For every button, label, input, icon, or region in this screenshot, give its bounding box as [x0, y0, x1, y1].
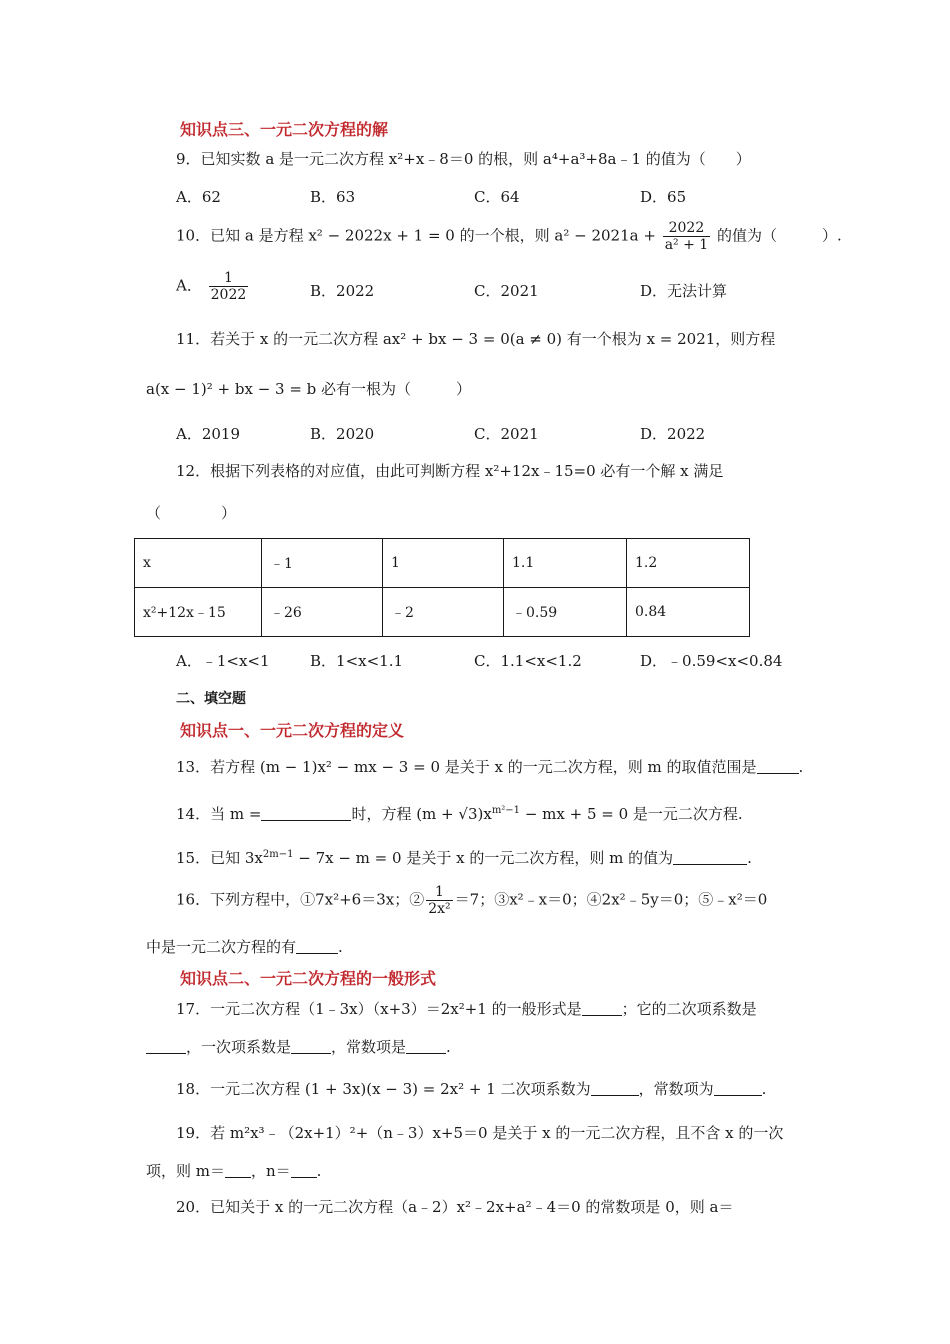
question-text: 若 m²x³﹣（2x+1）²+（n﹣3）x+5＝0 是关于 x 的一元二次方程，且不含 x 的一次 [210, 1124, 784, 1142]
question-text: 已知 3x [210, 849, 263, 867]
fraction [209, 270, 249, 303]
table-cell: 1 [383, 539, 504, 588]
question-11 [176, 328, 775, 350]
answer-blank[interactable] [582, 1001, 622, 1016]
option-d: D．无法计算 [640, 282, 728, 300]
fraction-numerator: 1 [209, 270, 249, 287]
option-c: C．64 [474, 188, 520, 206]
section-heading-fill-in: 二、填空题 [176, 691, 246, 707]
question-text: 已知 a 是方程 x² − 2022x + 1 = 0 的一个根，则 a² − 2021a + [210, 226, 656, 245]
question-number: 12． [176, 462, 211, 480]
option-d: D．65 [640, 188, 687, 206]
question-number: 20． [176, 1198, 211, 1216]
question-text: 若方程 (m − 1)x² − mx − 3 = 0 是关于 x 的一元二次方程，则 m 的取值范围是 [210, 758, 757, 776]
exponent: 2m−1 [262, 849, 294, 860]
period: . [798, 758, 804, 776]
period: . [338, 938, 343, 956]
question-17-line-2 [146, 1036, 451, 1058]
option-b: B．63 [310, 188, 356, 206]
question-text: ＝7；③x²﹣x＝0；④2x²﹣5y＝0；⑤﹣x²＝0 [454, 890, 768, 909]
question-text: 根据下列表格的对应值，由此可判断方程 x²+12x﹣15=0 必有一个解 x 满足 [210, 462, 724, 480]
fraction-denominator: 2x² [428, 901, 451, 917]
question-18 [176, 1078, 766, 1100]
period: . [747, 849, 752, 867]
question-text: ，常数项是 [331, 1038, 407, 1056]
answer-blank[interactable] [714, 1081, 762, 1096]
period: . [761, 1080, 767, 1098]
question-10 [176, 220, 842, 253]
section-heading-solutions: 知识点三、一元二次方程的解 [180, 120, 389, 139]
question-number: 18． [176, 1080, 211, 1098]
option-b: B．2022 [310, 282, 375, 300]
option-b: B．2020 [310, 425, 375, 443]
option-b: B．1<x<1.1 [310, 652, 404, 670]
question-20 [176, 1196, 733, 1218]
question-text: − mx + 5 = 0 是一元二次方程. [520, 805, 743, 823]
question-number: 19． [176, 1124, 211, 1142]
question-12 [176, 460, 723, 482]
period: . [316, 1162, 322, 1180]
fraction [426, 884, 452, 917]
question-text: 一元二次方程 (1 + 3x)(x − 3) = 2x² + 1 二次项系数为 [210, 1080, 591, 1098]
question-text-end: 的值为（ ）. [716, 226, 842, 245]
question-number: 10． [176, 226, 211, 245]
question-text: ；它的二次项系数是 [621, 1000, 757, 1018]
table-cell: ﹣2 [383, 588, 504, 637]
answer-blank[interactable] [225, 1163, 251, 1178]
question-text: ，n＝ [251, 1162, 291, 1180]
option-a: A．2019 [176, 425, 241, 443]
table-cell: ﹣1 [262, 539, 383, 588]
period: . [446, 1038, 451, 1056]
option-a [176, 270, 250, 303]
fraction [663, 220, 711, 253]
question-text: 中是一元二次方程的有 [146, 938, 297, 956]
question-19 [176, 1122, 783, 1144]
table-cell: 1.2 [627, 539, 750, 588]
question-9 [176, 148, 751, 170]
table-row [135, 588, 750, 637]
answer-blank[interactable] [291, 1039, 331, 1054]
question-number: 9． [176, 150, 201, 168]
question-text: − 7x − m = 0 是关于 x 的一元二次方程，则 m 的值为 [293, 849, 674, 867]
option-c: C．2021 [474, 282, 539, 300]
answer-blank[interactable] [146, 1039, 186, 1054]
question-15 [176, 847, 752, 869]
fraction-denominator: a² + 1 [664, 237, 709, 253]
fraction-denominator: 2022 [210, 287, 247, 303]
question-text: ，常数项为 [638, 1080, 714, 1098]
question-16 [176, 884, 767, 917]
question-text: 当 m = [210, 805, 262, 823]
question-17 [176, 998, 757, 1020]
question-number: 17． [176, 1000, 211, 1018]
section-heading-definition: 知识点一、一元二次方程的定义 [180, 721, 405, 740]
fraction-numerator: 1 [426, 884, 452, 901]
answer-blank[interactable] [591, 1081, 639, 1096]
question-number: 14． [176, 805, 211, 823]
table-cell: x²+12x﹣15 [135, 588, 262, 637]
question-text: 已知实数 a 是一元二次方程 x²+x﹣8＝0 的根，则 a⁴+a³+8a﹣1 的值为（ ） [200, 150, 751, 168]
section-heading-general-form: 知识点二、一元二次方程的一般形式 [180, 969, 437, 988]
question-text: 下列方程中，①7x²+6＝3x；② [210, 890, 425, 909]
option-a: A．62 [176, 188, 221, 206]
question-number: 15． [176, 849, 211, 867]
value-table [134, 538, 750, 637]
option-c: C．1.1<x<1.2 [474, 652, 582, 670]
option-label: A． [176, 276, 202, 295]
exponent: m²−1 [491, 805, 521, 816]
table-cell: ﹣26 [262, 588, 383, 637]
question-number: 13． [176, 758, 211, 776]
question-text: 项，则 m＝ [146, 1162, 225, 1180]
fraction-numerator: 2022 [663, 220, 711, 237]
question-number: 16． [176, 890, 211, 909]
table-cell: 0.84 [627, 588, 750, 637]
question-14 [176, 803, 743, 825]
option-c: C．2021 [474, 425, 539, 443]
question-16-line-2 [146, 936, 343, 958]
answer-blank[interactable] [291, 1163, 317, 1178]
question-19-line-2 [146, 1160, 321, 1182]
answer-blank[interactable] [673, 850, 747, 865]
table-cell: ﹣0.59 [504, 588, 627, 637]
question-text: ，一次项系数是 [186, 1038, 292, 1056]
question-11-line-2: a(x − 1)² + bx − 3 = b 必有一根为（ ） [146, 380, 472, 398]
question-text: 一元二次方程（1﹣3x）（x+3）＝2x²+1 的一般形式是 [210, 1000, 582, 1018]
answer-blank[interactable] [757, 759, 799, 774]
answer-blank[interactable] [406, 1039, 446, 1054]
table-cell: x [135, 539, 262, 588]
option-d: D．﹣0.59<x<0.84 [640, 652, 783, 670]
question-number: 11． [176, 330, 211, 348]
question-text: 已知关于 x 的一元二次方程（a﹣2）x²﹣2x+a²﹣4＝0 的常数项是 0，则 a＝ [210, 1198, 734, 1216]
table-cell: 1.1 [504, 539, 627, 588]
table-row [135, 539, 750, 588]
option-d: D．2022 [640, 425, 706, 443]
question-12-line-2: （ ） [146, 504, 237, 522]
option-a: A．﹣1<x<1 [176, 652, 270, 670]
question-13 [176, 756, 803, 778]
question-text: 时，方程 (m + √3)x [351, 805, 492, 823]
question-text: 若关于 x 的一元二次方程 ax² + bx − 3 = 0(a ≠ 0) 有一个根为 x = 2021，则方程 [210, 330, 776, 348]
answer-blank[interactable] [261, 806, 351, 821]
answer-blank[interactable] [296, 939, 338, 954]
